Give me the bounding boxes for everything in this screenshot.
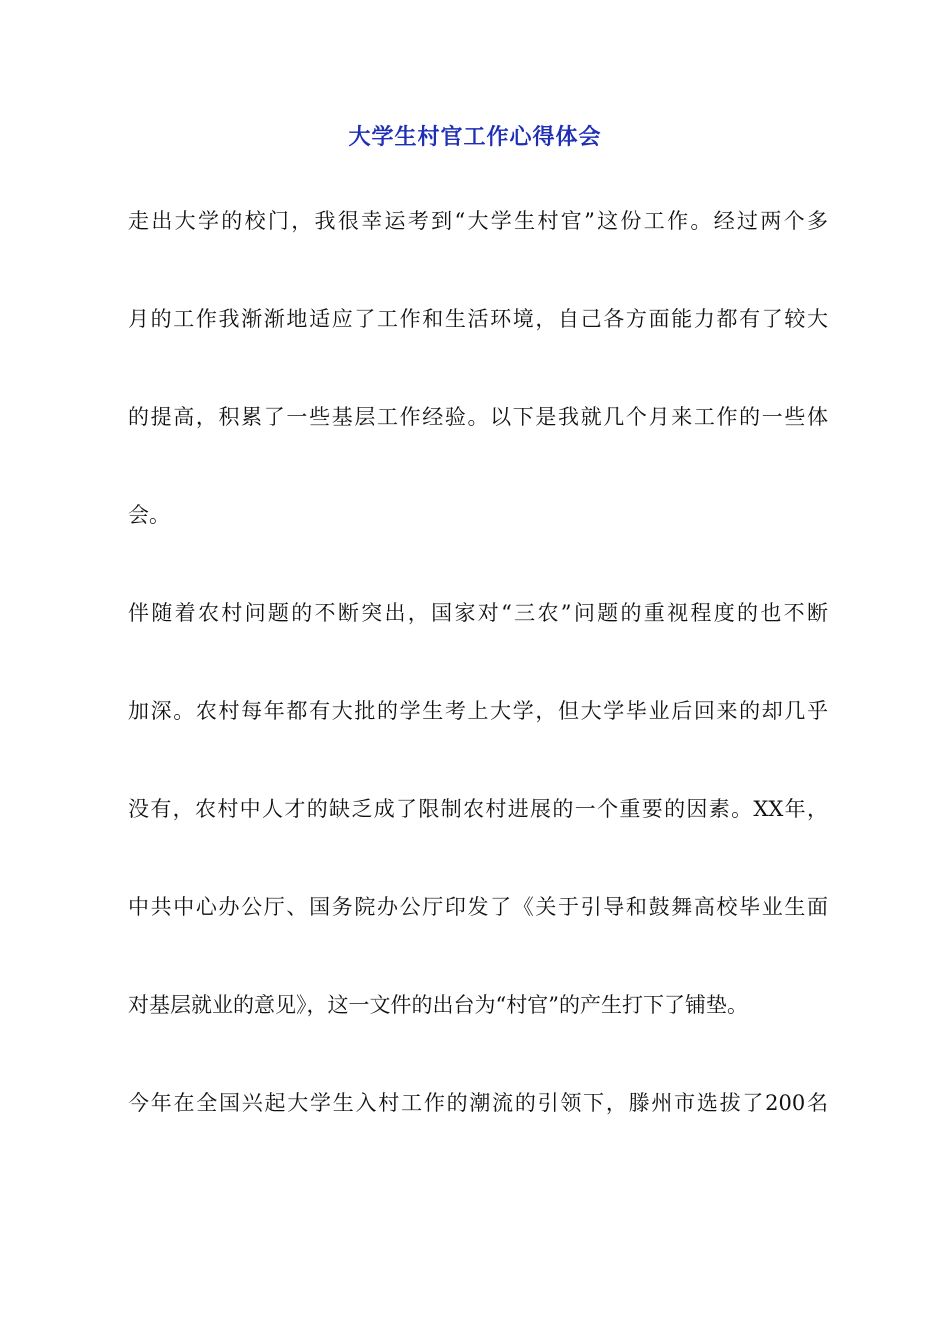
text-line: 没有，农村中人才的缺乏成了限制农村进展的一个重要的因素。XX年， — [128, 797, 828, 821]
text-line: 对基层就业的意见》，这一文件的出台为“村官”的产生打下了铺垫。 — [128, 993, 748, 1017]
text-line: 的提高，积累了一些基层工作经验。以下是我就几个月来工作的一些体 — [128, 405, 828, 429]
text-line: 伴随着农村问题的不断突出，国家对“三农”问题的重视程度的也不断 — [128, 601, 828, 625]
text-line: 走出大学的校门，我很幸运考到“大学生村官”这份工作。经过两个多 — [128, 209, 828, 233]
text-line: 今年在全国兴起大学生入村工作的潮流的引领下，滕州市选拔了200名 — [128, 1091, 828, 1115]
document-title: 大学生村官工作心得体会 — [348, 125, 602, 150]
text-line: 加深。农村每年都有大批的学生考上大学，但大学毕业后回来的却几乎 — [128, 699, 828, 723]
text-line: 会。 — [128, 503, 170, 527]
text-line: 月的工作我渐渐地适应了工作和生活环境，自己各方面能力都有了较大 — [128, 307, 828, 331]
text-line: 中共中心办公厅、国务院办公厅印发了《关于引导和鼓舞高校毕业生面 — [128, 895, 828, 919]
document-body — [128, 199, 828, 1179]
